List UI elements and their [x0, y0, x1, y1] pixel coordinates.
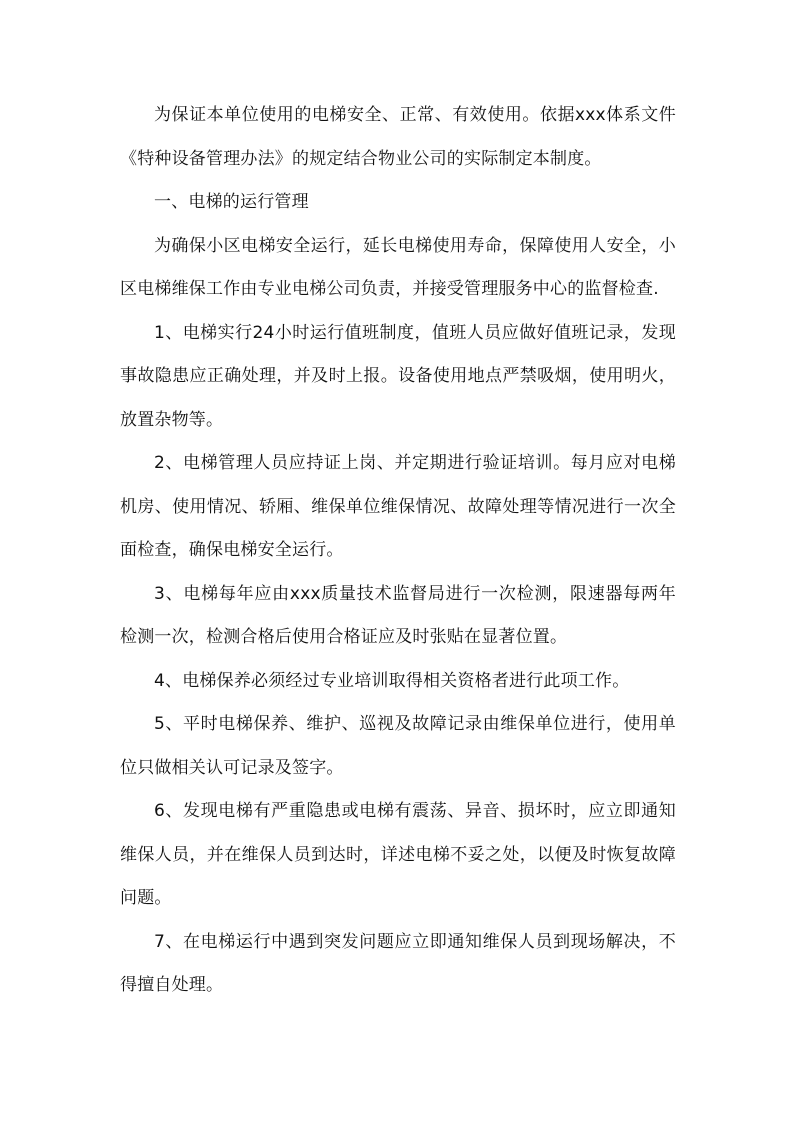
rule-item-4: 4、电梯保养必须经过专业培训取得相关资格者进行此项工作。 — [154, 670, 630, 691]
rule-item-1: 1、电梯实行24小时运行值班制度，值班人员应做好值班记录，发现事故隐患应正确处理，并及时上报。设备使用地点严禁吸烟，使用明火，放置杂物等。 — [120, 322, 676, 430]
rule-item-5: 5、平时电梯保养、维护、巡视及故障记录由维保单位进行，使用单位只做相关认可记录及签字。 — [120, 714, 676, 778]
rule-item-6: 6、发现电梯有严重隐患或电梯有震荡、异音、损坏时，应立即通知维保人员，并在维保人员到达时，详述电梯不妥之处，以便及时恢复故障问题。 — [120, 801, 676, 908]
section-paragraph: 为确保小区电梯安全运行，延长电梯使用寿命，保障使用人安全，小区电梯维保工作由专业电梯公司负责，并接受管理服务中心的监督检查. — [120, 235, 676, 299]
section-heading: 一、电梯的运行管理 — [154, 192, 309, 212]
rule-item-7: 7、在电梯运行中遇到突发问题应立即通知维保人员到现场解决，不得擅自处理。 — [120, 931, 676, 995]
rule-item-3: 3、电梯每年应由xxx质量技术监督局进行一次检测，限速器每两年检测一次，检测合格后使用合格证应及时张贴在显著位置。 — [120, 583, 676, 647]
rule-item-2: 2、电梯管理人员应持证上岗、并定期进行验证培训。每月应对电梯机房、使用情况、轿厢、维保单位维保情况、故障处理等情况进行一次全面检查，确保电梯安全运行。 — [120, 453, 676, 560]
document-body — [120, 94, 676, 1008]
intro-paragraph: 为保证本单位使用的电梯安全、正常、有效使用。依据xxx体系文件《特种设备管理办法》的规定结合物业公司的实际制定本制度。 — [120, 105, 676, 169]
